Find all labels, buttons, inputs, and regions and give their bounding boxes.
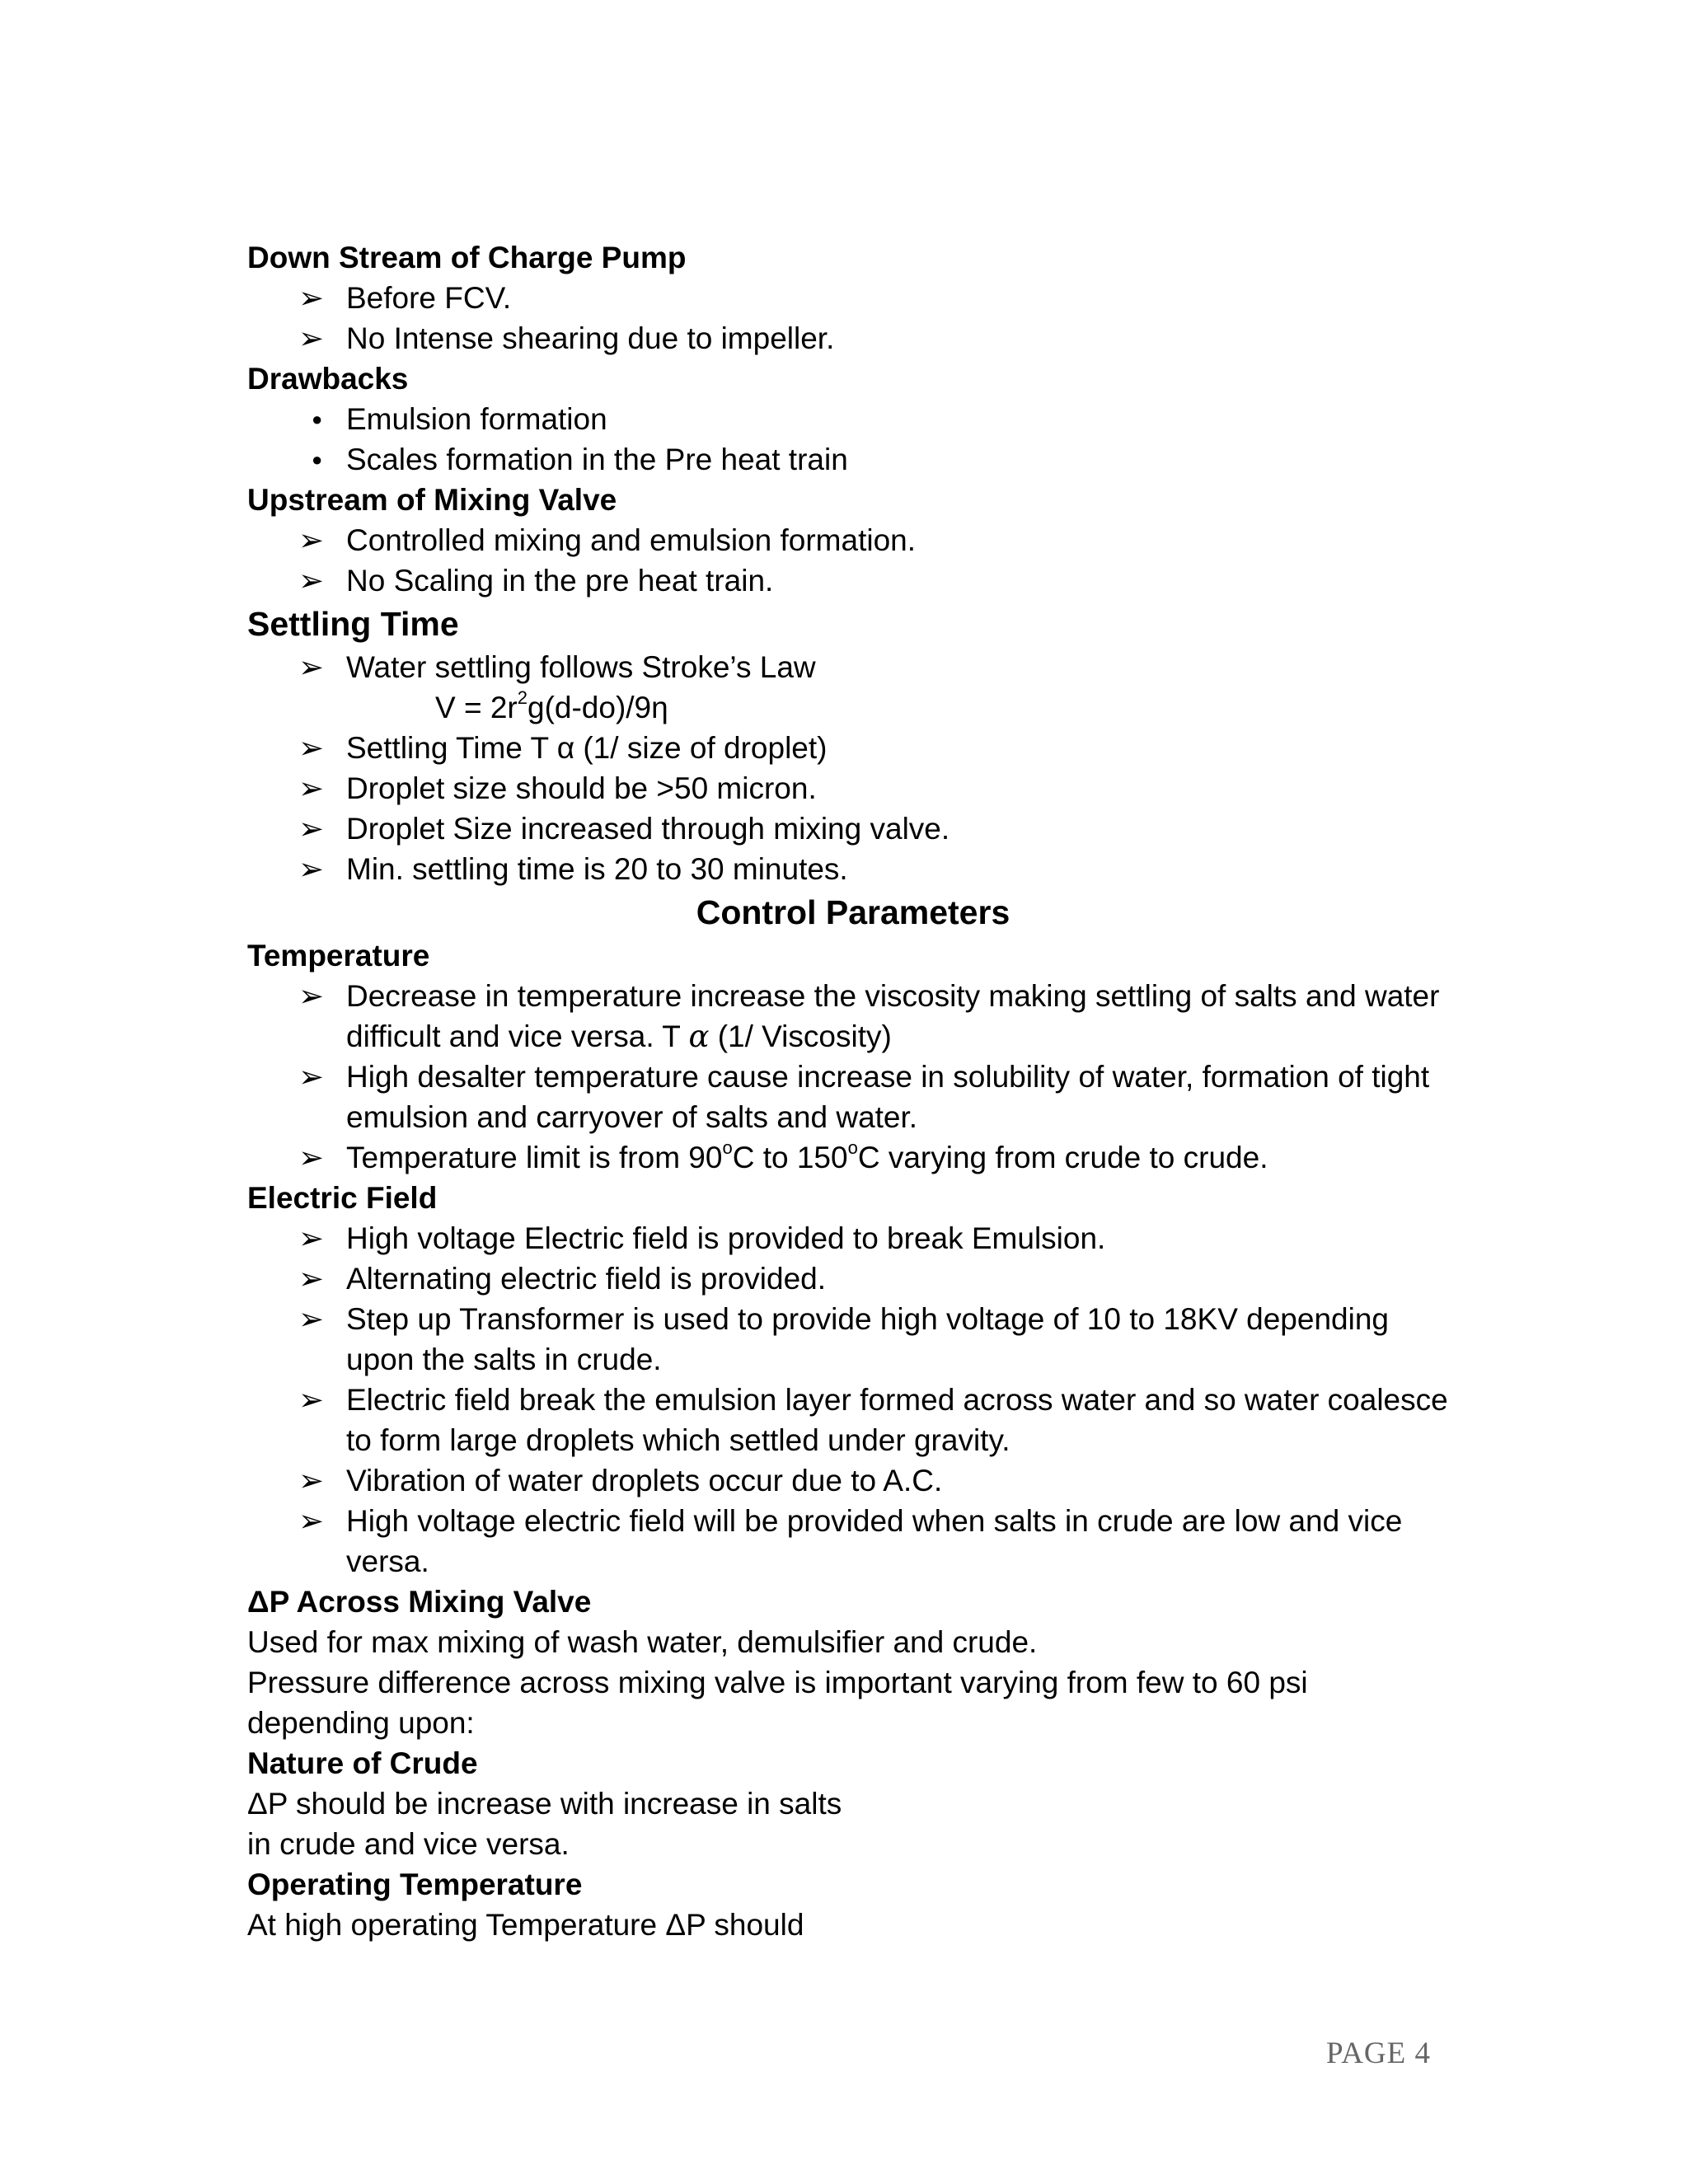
list-item-text: Water settling follows Stroke’s Law — [346, 650, 816, 684]
arrow-bullet-icon: ➢ — [298, 321, 325, 355]
arrow-bullet-icon: ➢ — [298, 1383, 325, 1417]
arrow-bullet-icon: ➢ — [298, 812, 325, 846]
list-item-text: Droplet size should be >50 micron. — [346, 771, 817, 805]
list-electric-field — [247, 1218, 1459, 1582]
arrow-bullet-icon: ➢ — [298, 979, 325, 1013]
arrow-bullet-icon: ➢ — [298, 852, 325, 886]
list-item — [247, 1501, 1459, 1582]
list-item-text: Before FCV. — [346, 281, 512, 315]
list-item-text: Alternating electric field is provided. — [346, 1262, 827, 1296]
list-item-text: (1/ Viscosity) — [709, 1019, 892, 1053]
heading-settling-time: Settling Time — [247, 605, 459, 643]
list-item-text: C varying from crude to crude. — [857, 1141, 1268, 1174]
list-item-text: C to 150 — [732, 1141, 848, 1174]
list-item-text: Droplet Size increased through mixing valve. — [346, 812, 950, 846]
degree-superscript: o — [722, 1137, 733, 1158]
list-item — [247, 1137, 1459, 1178]
list-item — [247, 399, 1459, 439]
page-number: PAGE 4 — [1326, 2036, 1431, 2070]
paragraph: Used for max mixing of wash water, demulsifier and crude. — [247, 1625, 1038, 1659]
list-item-text: Vibration of water droplets occur due to A.C. — [346, 1464, 943, 1497]
list-item — [247, 1299, 1459, 1380]
list-item — [247, 768, 1459, 808]
heading-upstream-mixing-valve: Upstream of Mixing Valve — [247, 483, 617, 517]
list-temperature — [247, 976, 1459, 1178]
arrow-bullet-icon: ➢ — [298, 1504, 325, 1538]
list-item — [247, 728, 1459, 768]
list-item — [247, 1380, 1459, 1460]
list-item-text: Settling Time T α (1/ size of droplet) — [346, 731, 828, 765]
list-item — [247, 439, 1459, 480]
list-item — [247, 647, 1459, 687]
formula-part: V = 2r — [435, 691, 518, 724]
arrow-bullet-icon: ➢ — [298, 1221, 325, 1255]
arrow-bullet-icon: ➢ — [298, 731, 325, 765]
list-item-text: No Scaling in the pre heat train. — [346, 564, 774, 598]
list-item — [247, 520, 1459, 560]
paragraph: At high operating Temperature ΔP should — [247, 1908, 804, 1942]
formula-part: g(d-do)/9ƞ — [528, 691, 668, 724]
list-item — [247, 1057, 1459, 1137]
arrow-bullet-icon: ➢ — [298, 564, 325, 598]
heading-dp-across-mixing-valve: ΔP Across Mixing Valve — [247, 1585, 592, 1619]
list-item — [247, 318, 1459, 359]
arrow-bullet-icon: ➢ — [298, 1060, 325, 1094]
list-item — [247, 560, 1459, 601]
list-item-text: Step up Transformer is used to provide high voltage of 10 to 18KV depending upon the salts in crude. — [346, 1302, 1389, 1376]
heading-electric-field: Electric Field — [247, 1181, 438, 1215]
bullet-icon: ● — [312, 409, 323, 429]
list-item-text: High desalter temperature cause increase in solubility of water, formation of tight emulsion and carryover of salts and water. — [346, 1060, 1430, 1134]
formula-superscript: 2 — [517, 687, 528, 708]
arrow-bullet-icon: ➢ — [298, 523, 325, 557]
list-item-text: No Intense shearing due to impeller. — [346, 321, 835, 355]
list-settling-time — [247, 647, 1459, 687]
list-item-text: Temperature limit is from 90 — [346, 1141, 723, 1174]
arrow-bullet-icon: ➢ — [298, 281, 325, 315]
heading-temperature: Temperature — [247, 939, 430, 972]
heading-drawbacks: Drawbacks — [247, 362, 409, 396]
heading-down-stream-charge-pump: Down Stream of Charge Pump — [247, 241, 687, 274]
list-item — [247, 1258, 1459, 1299]
list-item — [247, 1460, 1459, 1501]
list-item — [247, 278, 1459, 318]
list-item-text: Controlled mixing and emulsion formation. — [346, 523, 917, 557]
alpha-symbol: α — [688, 1019, 710, 1054]
list-item — [247, 808, 1459, 849]
bullet-icon: ● — [312, 449, 323, 470]
list-item — [247, 849, 1459, 889]
list-item-text: Electric field break the emulsion layer formed across water and so water coalesce to form large droplets which settled under gravity. — [346, 1383, 1448, 1457]
list-item-text: High voltage Electric field is provided to break Emulsion. — [346, 1221, 1106, 1255]
paragraph: Pressure difference across mixing valve is important varying from few to 60 psi depending upon: — [247, 1666, 1308, 1740]
arrow-bullet-icon: ➢ — [298, 771, 325, 805]
list-settling-time-more — [247, 728, 1459, 889]
arrow-bullet-icon: ➢ — [298, 1141, 325, 1174]
list-item — [247, 1218, 1459, 1258]
heading-control-parameters: Control Parameters — [696, 893, 1010, 931]
list-item-text: Decrease in temperature increase the viscosity making settling of salts and water difficult and vice versa. T — [346, 979, 1440, 1053]
paragraph: in crude and vice versa. — [247, 1827, 570, 1861]
list-item-text: Min. settling time is 20 to 30 minutes. — [346, 852, 848, 886]
arrow-bullet-icon: ➢ — [298, 1302, 325, 1336]
list-upstream — [247, 520, 1459, 601]
heading-operating-temperature: Operating Temperature — [247, 1868, 583, 1901]
list-drawbacks — [247, 399, 1459, 480]
paragraph: ΔP should be increase with increase in salts — [247, 1787, 842, 1821]
list-item — [247, 976, 1459, 1057]
arrow-bullet-icon: ➢ — [298, 650, 325, 684]
heading-nature-of-crude: Nature of Crude — [247, 1746, 478, 1780]
arrow-bullet-icon: ➢ — [298, 1262, 325, 1296]
stokes-law-formula — [247, 687, 1459, 728]
degree-superscript: o — [847, 1137, 858, 1158]
list-item-text: Scales formation in the Pre heat train — [346, 443, 848, 476]
list-item-text: High voltage electric field will be provided when salts in crude are low and vice versa. — [346, 1504, 1403, 1578]
list-down-stream — [247, 278, 1459, 359]
arrow-bullet-icon: ➢ — [298, 1464, 325, 1497]
list-item-text: Emulsion formation — [346, 402, 607, 436]
page-content — [247, 237, 1459, 1945]
